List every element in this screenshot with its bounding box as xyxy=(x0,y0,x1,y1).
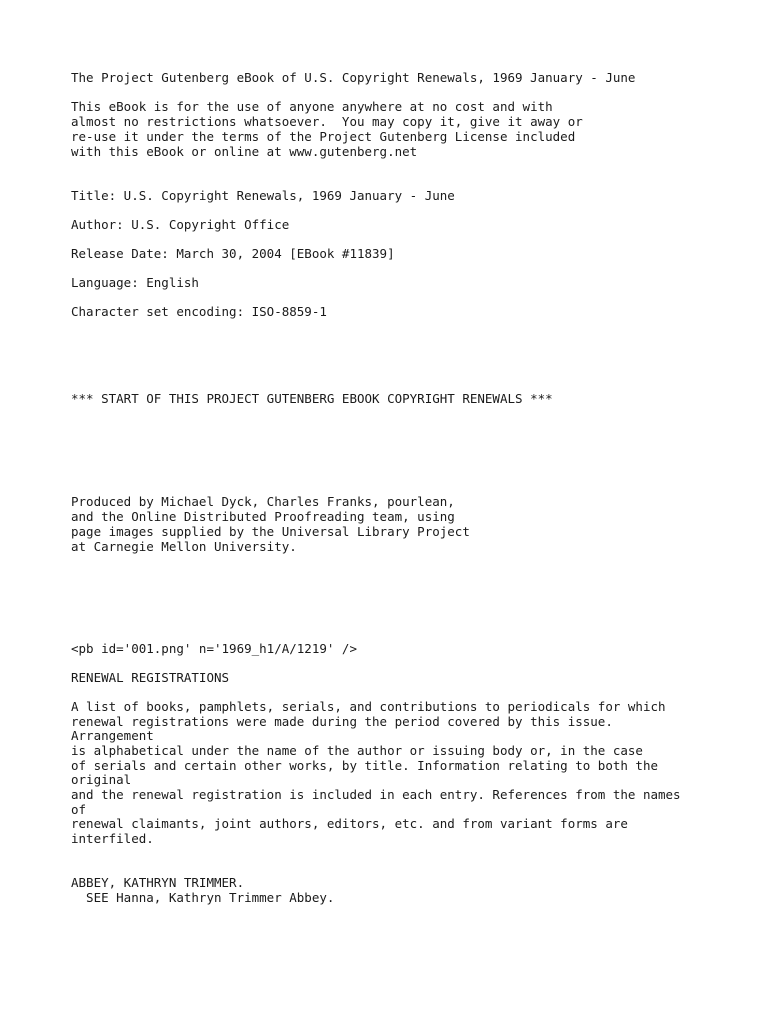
encoding-line: Character set encoding: ISO-8859-1 xyxy=(71,304,327,319)
intro-line-1: A list of books, pamphlets, serials, and contributions to periodicals for which xyxy=(71,699,666,714)
credits-line-3: page images supplied by the Universal Library Project xyxy=(71,524,470,539)
author-line: Author: U.S. Copyright Office xyxy=(71,217,290,232)
credits-line-2: and the Online Distributed Proofreading team, using xyxy=(71,509,455,524)
intro-line-9: renewal claimants, joint authors, editors, etc. and from variant forms are xyxy=(71,816,628,831)
license-line-1: This eBook is for the use of anyone anywhere at no cost and with xyxy=(71,99,553,114)
intro-line-7: and the renewal registration is included in each entry. References from the names xyxy=(71,787,681,802)
release-date-line: Release Date: March 30, 2004 [EBook #11839] xyxy=(71,246,395,261)
section-heading: RENEWAL REGISTRATIONS xyxy=(71,670,230,685)
start-marker-line: *** START OF THIS PROJECT GUTENBERG EBOOK COPYRIGHT RENEWALS *** xyxy=(71,391,553,406)
entry-name: ABBEY, KATHRYN TRIMMER. xyxy=(71,875,245,890)
intro-line-8: of xyxy=(71,802,87,817)
license-line-2: almost no restrictions whatsoever. You may copy it, give it away or xyxy=(71,114,583,129)
credits-line-4: at Carnegie Mellon University. xyxy=(71,539,297,554)
ebook-header-line: The Project Gutenberg eBook of U.S. Copyright Renewals, 1969 January - June xyxy=(71,70,636,85)
intro-line-4: is alphabetical under the name of the author or issuing body or, in the case xyxy=(71,743,643,758)
credits-line-1: Produced by Michael Dyck, Charles Franks, pourlean, xyxy=(71,494,455,509)
license-line-3: re-use it under the terms of the Project Gutenberg License included xyxy=(71,129,576,144)
license-line-4: with this eBook or online at www.gutenberg.net xyxy=(71,144,418,159)
intro-line-5: of serials and certain other works, by title. Information relating to both the xyxy=(71,758,658,773)
title-line: Title: U.S. Copyright Renewals, 1969 January - June xyxy=(71,188,455,203)
intro-line-10: interfiled. xyxy=(71,831,154,846)
entry-see-reference: SEE Hanna, Kathryn Trimmer Abbey. xyxy=(71,890,335,905)
language-line: Language: English xyxy=(71,275,199,290)
intro-line-6: original xyxy=(71,772,132,787)
page-break-tag: <pb id='001.png' n='1969_h1/A/1219' /> xyxy=(71,641,357,656)
intro-line-3: Arrangement xyxy=(71,728,154,743)
intro-line-2: renewal registrations were made during the period covered by this issue. xyxy=(71,714,613,729)
